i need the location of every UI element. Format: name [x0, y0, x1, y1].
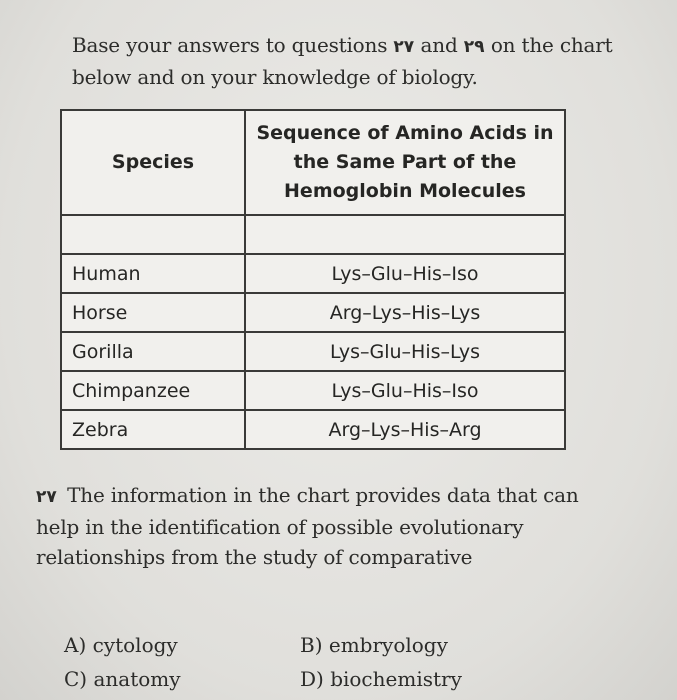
question-text: The information in the chart provides data that can help in the identification of possible evolutionary relationships from the study of comparative — [36, 483, 579, 569]
intro-paragraph — [72, 30, 632, 92]
sequence-cell: Lys–Glu–His–Iso — [245, 254, 565, 293]
table-row — [61, 254, 565, 293]
sequence-cell: Arg–Lys–His–Arg — [245, 410, 565, 449]
table-divider — [61, 215, 565, 254]
intro-text-mid: and — [414, 33, 464, 57]
sequence-cell: Lys–Glu–His–Iso — [245, 371, 565, 410]
choice-b[interactable]: B) embryology — [300, 633, 448, 657]
hemoglobin-table — [60, 109, 566, 450]
species-cell: Horse — [61, 293, 245, 332]
species-cell: Human — [61, 254, 245, 293]
table-row — [61, 410, 565, 449]
question-block — [36, 480, 596, 572]
choice-c[interactable]: C) anatomy — [64, 667, 181, 691]
species-cell: Gorilla — [61, 332, 245, 371]
question-number: ۲۷ — [36, 487, 57, 507]
intro-text-end: on the chart below and on your knowledge of biology. — [72, 33, 613, 89]
species-cell: Chimpanzee — [61, 371, 245, 410]
table-row — [61, 332, 565, 371]
table-row — [61, 371, 565, 410]
intro-text-start: Base your answers to questions — [72, 33, 394, 57]
table-row — [61, 293, 565, 332]
sequence-header: Sequence of Amino Acids in the Same Part of the Hemoglobin Molecules — [245, 110, 565, 215]
species-header: Species — [61, 110, 245, 215]
sequence-cell: Lys–Glu–His–Lys — [245, 332, 565, 371]
question-number-1: ۲۷ — [393, 37, 415, 57]
choice-a[interactable]: A) cytology — [64, 633, 178, 657]
species-cell: Zebra — [61, 410, 245, 449]
choice-d[interactable]: D) biochemistry — [300, 667, 462, 691]
question-number-2: ۲۹ — [463, 37, 485, 57]
table-header-row — [61, 110, 565, 215]
sequence-cell: Arg–Lys–His–Lys — [245, 293, 565, 332]
